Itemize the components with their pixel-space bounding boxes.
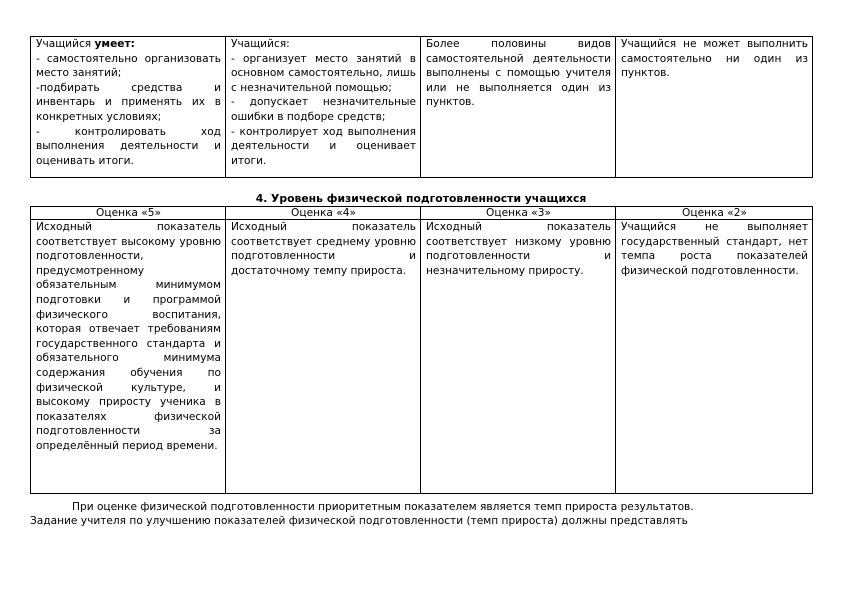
table-cell: Исходный показатель соответствует высокому уровню подготовленности, предусмотренному обязательным минимумом подготовки и программой физического воспитания, которая отвечает требованиям государственного стандарта и обязательного минимума содержания обучения по физической культуре, и высокому приросту ученика в показателях физической подготовленности за определённый период времени. (31, 220, 226, 494)
table-cell: Более половины видов самостоятельной деятельности выполнены с помощью учителя или не выполняется один из пунктов. (421, 37, 616, 178)
paragraph-line: Задание учителя по улучшению показателей физической подготовленности (темп прироста) должны представлять (30, 515, 688, 527)
column-header: Оценка «3» (421, 207, 616, 220)
table-cell: Учащийся не может выполнить самостоятельно ни один из пунктов. (616, 37, 813, 178)
table-cell: Исходный показатель соответствует низкому уровню подготовленности и незначительному приросту. (421, 220, 616, 494)
table-cell: Учащийся не выполняет государственный стандарт, нет темпа роста показателей физической подготовленности. (616, 220, 813, 494)
table-cell: Исходный показатель соответствует среднему уровню подготовленности и достаточному темпу прироста. (226, 220, 421, 494)
column-header: Оценка «5» (31, 207, 226, 220)
cell-line: - контролирует ход выполнения деятельности и оценивает итоги. (231, 125, 416, 167)
column-header: Оценка «4» (226, 207, 421, 220)
cell-line: - контролировать ход выполнения деятельности и оценивать итоги. (36, 125, 221, 167)
table-cell (31, 37, 226, 178)
cell-line: - допускает незначительные ошибки в подборе средств; (231, 96, 416, 123)
paragraph-line: При оценке физической подготовленности приоритетным показателем является темп прироста результатов. (72, 501, 694, 513)
section-title: 4. Уровень физической подготовленности учащихся (255, 192, 587, 205)
table-cell (226, 37, 421, 178)
cell-line: - самостоятельно организовать место занятий; (36, 52, 221, 80)
physical-fitness-table (30, 206, 813, 494)
table-header-row (31, 207, 813, 220)
column-header: Оценка «2» (616, 207, 813, 220)
cell-heading: Учащийся: (231, 38, 290, 50)
self-activity-table (30, 36, 813, 178)
table-row (31, 220, 813, 494)
table-row (31, 37, 813, 178)
cell-line: -подбирать средства и инвентарь и применять их в конкретных условиях; (36, 81, 221, 123)
cell-heading: Учащийся умеет: (36, 38, 135, 50)
cell-line: - организует место занятий в основном самостоятельно, лишь с незначительной помощью; (231, 52, 416, 94)
